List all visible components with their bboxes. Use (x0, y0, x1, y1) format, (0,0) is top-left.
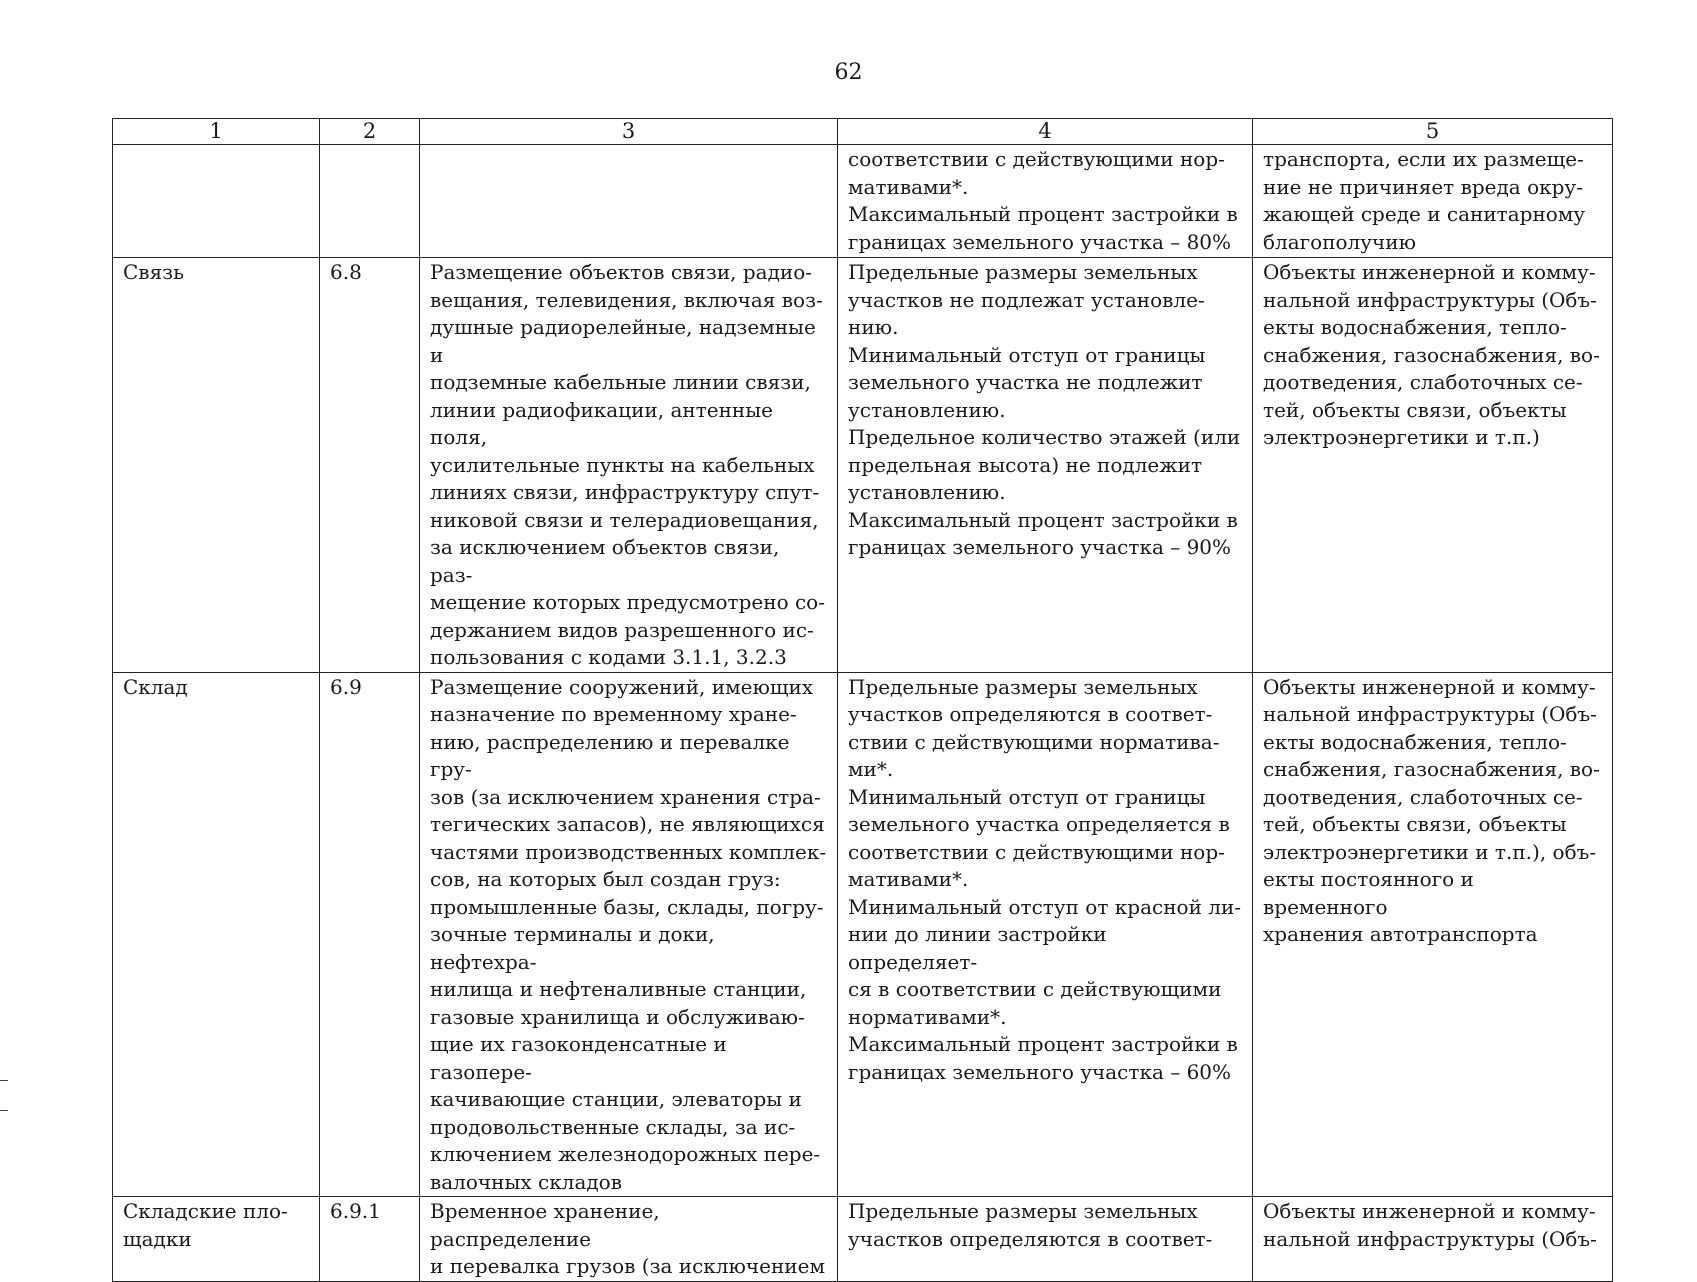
cell-use-code (320, 258, 420, 673)
auxiliary-uses-text: Объекты инженерной и комму- нальной инфраструктуры (Объ- (1263, 1199, 1597, 1251)
table-row (113, 1197, 1613, 1282)
use-parameters-text: Предельные размеры земельных участков определяются в соответ- ствии с действующими норматива- ми*. Минимальный отступ от границы земельного участка определяется в соответствии с действующими нор- мативами*. Минимальный отступ от красной ли- нии до линии застройки определяет- ся в соответствии с действующими нормативами*. Максимальный процент застройки в границах земельного участка – 60% (848, 674, 1242, 1084)
column-header-2: 2 (320, 119, 420, 145)
use-name-text: Склад (123, 674, 188, 699)
cell-use-code (320, 145, 420, 258)
use-description-text: Размещение сооружений, имеющих назначение по временному хране- нию, распределению и перевалке гру- зов (за исключением хранения стра- тегических запасов), не являющихся частями производственных комплек- сов, на которых был создан груз: промышленные базы, склады, погру- зочные терминалы и доки, нефтехра- нилища и нефтеналивные станции, газовые хранилища и обслуживаю- щие их газоконденсатные и газопере- качивающие станции, элеваторы и продовольственные склады, за ис- ключением железнодорожных пере- валочных складов (430, 674, 827, 1194)
cell-use-parameters (838, 258, 1253, 673)
cell-auxiliary-uses (1253, 145, 1613, 258)
column-header-3: 3 (420, 119, 838, 145)
use-description-text: Размещение объектов связи, радио- вещания, телевидения, включая воз- душные радиорелейные, надземные и подземные кабельные линии связи, линии радиофикации, антенные поля, усилительные пункты на кабельных линиях связи, инфраструктуру спут- никовой связи и телерадиовещания, за исключением объектов связи, раз- мещение которых предусмотрено со- держанием видов разрешенного ис- пользования с кодами 3.1.1, 3.2.3 (430, 260, 825, 669)
cell-use-parameters (838, 672, 1253, 1197)
use-code-text: 6.9 (330, 674, 362, 699)
auxiliary-uses-text: транспорта, если их размеще- ние не причиняет вреда окру- жающей среде и санитарному благополучию (1263, 147, 1586, 254)
column-header-1: 1 (113, 119, 320, 145)
cell-auxiliary-uses (1253, 672, 1613, 1197)
cell-use-name (113, 145, 320, 258)
cell-use-parameters (838, 145, 1253, 258)
cell-use-description (420, 258, 838, 673)
cell-use-name (113, 258, 320, 673)
use-parameters-text: соответствии с действующими нор- мативами*. Максимальный процент застройки в границах земельного участка – 80% (848, 147, 1238, 254)
cell-use-description (420, 145, 838, 258)
auxiliary-uses-text: Объекты инженерной и комму- нальной инфраструктуры (Объ- екты водоснабжения, тепло- снабжения, газоснабжения, во- доотведения, слаботочных се- тей, объекты связи, объекты электроэнергетики и т.п.) (1263, 260, 1600, 449)
scan-edge-mark (0, 1080, 8, 1081)
use-description-text: Временное хранение, распределение и перевалка грузов (за исключением (430, 1199, 826, 1278)
use-name-text: Складские пло- щадки (123, 1199, 288, 1251)
column-header-4: 4 (838, 119, 1253, 145)
table-row (113, 258, 1613, 673)
cell-use-code (320, 672, 420, 1197)
cell-use-description (420, 672, 838, 1197)
cell-use-code (320, 1197, 420, 1282)
use-code-text: 6.8 (330, 260, 362, 284)
auxiliary-uses-text: Объекты инженерной и комму- нальной инфраструктуры (Объ- екты водоснабжения, тепло- снабжения, газоснабжения, во- доотведения, слаботочных се- тей, объекты связи, объекты электроэнергетики и т.п.), объ- екты постоянного и временного хранения автотранспорта (1263, 674, 1600, 946)
land-use-table (112, 118, 1613, 1282)
use-code-text: 6.9.1 (330, 1199, 381, 1223)
cell-auxiliary-uses (1253, 258, 1613, 673)
cell-auxiliary-uses (1253, 1197, 1613, 1282)
use-name-text: Связь (123, 260, 184, 284)
cell-use-description (420, 1197, 838, 1282)
scan-edge-mark (0, 1110, 8, 1111)
use-parameters-text: Предельные размеры земельных участков не подлежат установле- нию. Минимальный отступ от границы земельного участка не подлежит установлению. Предельное количество этажей (или предельная высота) не подлежит установлению. Максимальный процент застройки в границах земельного участка – 90% (848, 260, 1241, 559)
table-row (113, 672, 1613, 1197)
table-row (113, 145, 1613, 258)
column-header-5: 5 (1253, 119, 1613, 145)
use-parameters-text: Предельные размеры земельных участков определяются в соответ- (848, 1199, 1213, 1251)
cell-use-parameters (838, 1197, 1253, 1282)
page-number: 62 (834, 60, 863, 85)
cell-use-name (113, 1197, 320, 1282)
table-header-row (113, 119, 1613, 145)
cell-use-name (113, 672, 320, 1197)
